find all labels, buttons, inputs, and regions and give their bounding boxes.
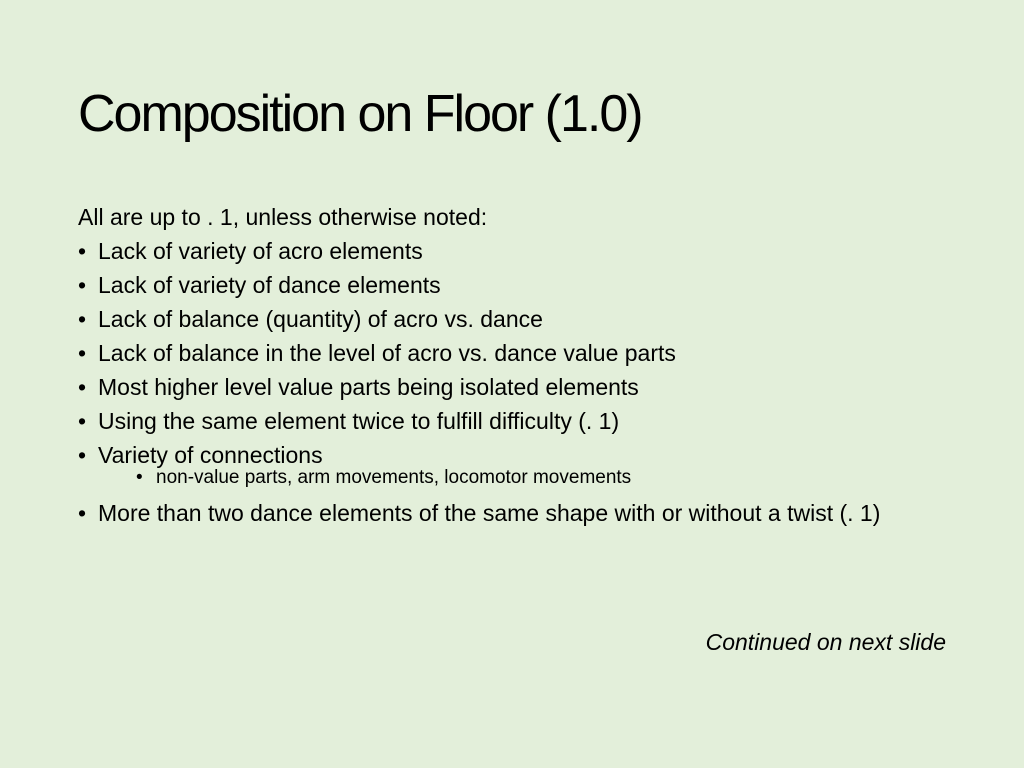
bullet-icon: • (78, 408, 87, 434)
bullet-list (78, 234, 958, 526)
sub-bullet-text: non-value parts, arm movements, locomotor movements (156, 467, 632, 488)
bullet-text: Most higher level value parts being isolated elements (98, 374, 639, 400)
bullet-icon: • (78, 238, 87, 264)
bullet-icon: • (78, 272, 87, 298)
intro-text: All are up to . 1, unless otherwise noted: (78, 204, 488, 230)
slide-title: Composition on Floor (1.0) (78, 85, 642, 143)
bullet-icon: • (78, 442, 87, 468)
bullet-item (78, 370, 958, 404)
bullet-text: Lack of balance in the level of acro vs. dance value parts (98, 340, 676, 366)
bullet-text: Lack of variety of acro elements (98, 238, 423, 264)
bullet-text: More than two dance elements of the same shape with or without a twist (. 1) (98, 500, 881, 526)
bullet-text: Lack of variety of dance elements (98, 272, 441, 298)
sub-bullet-item (98, 466, 958, 490)
bullet-item (78, 404, 958, 438)
continued-note: Continued on next slide (705, 629, 946, 655)
bullet-item (78, 336, 958, 370)
bullet-item (78, 234, 958, 268)
bullet-item (78, 268, 958, 302)
bullet-item (78, 302, 958, 336)
sub-bullet-icon: • (136, 467, 143, 488)
bullet-icon: • (78, 500, 87, 526)
bullet-item (78, 500, 958, 526)
sub-bullet-list (98, 466, 958, 490)
bullet-text: Lack of balance (quantity) of acro vs. dance (98, 306, 543, 332)
bullet-icon: • (78, 306, 87, 332)
bullet-icon: • (78, 374, 87, 400)
bullet-text: Using the same element twice to fulfill difficulty (. 1) (98, 408, 620, 434)
bullet-icon: • (78, 340, 87, 366)
bullet-item (78, 438, 958, 490)
slide-body (78, 200, 958, 526)
bullet-text: Variety of connections (98, 442, 323, 468)
